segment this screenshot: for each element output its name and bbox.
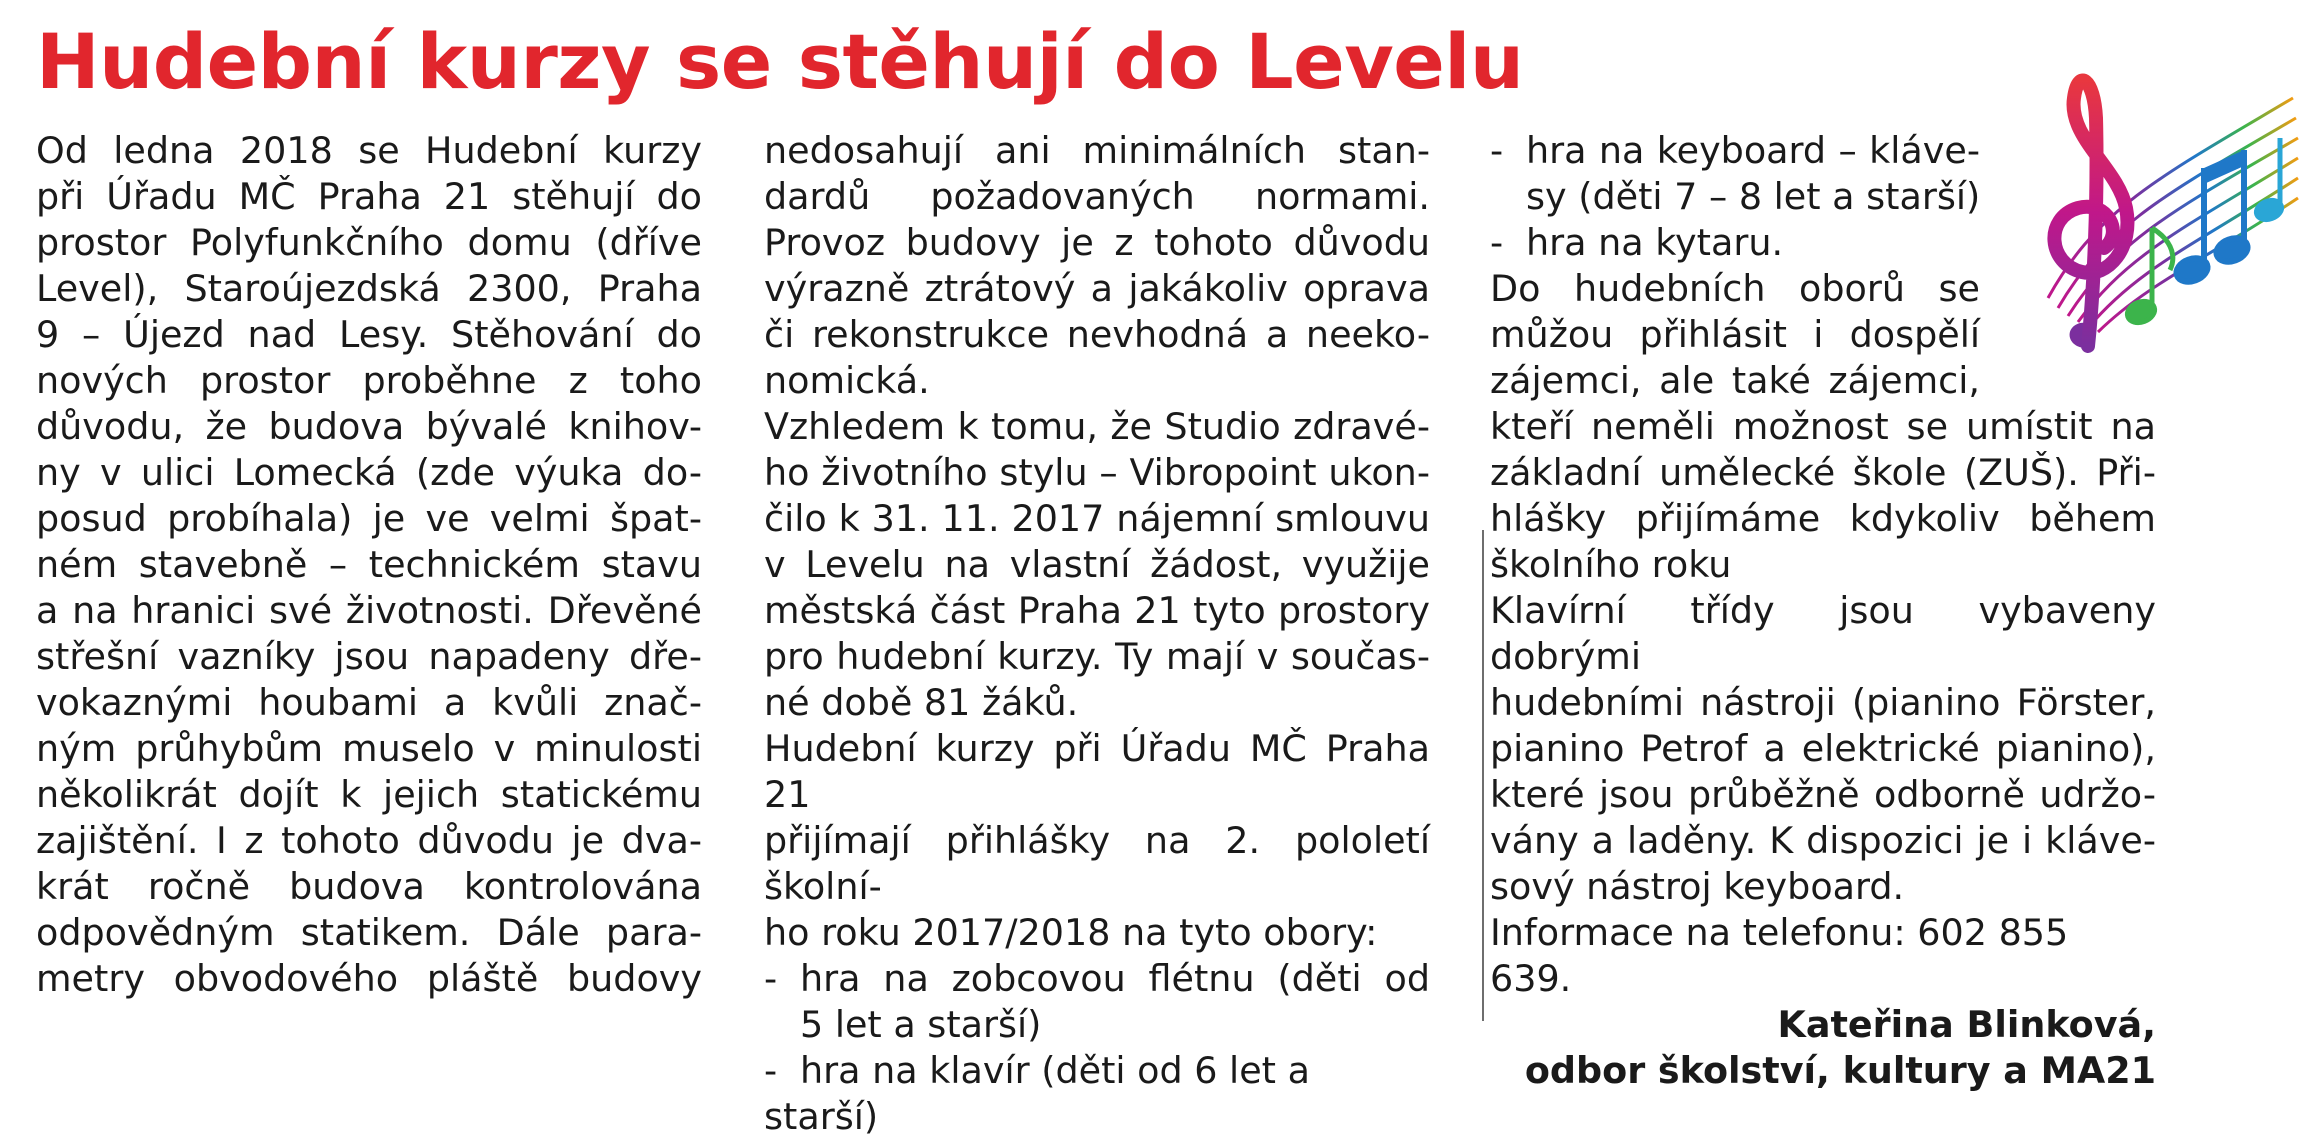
music-notes-icon <box>2008 58 2299 358</box>
text-line: hudebními nástroji (pianino Förster, <box>1490 681 2156 724</box>
column-2 <box>764 128 1430 1140</box>
text-line: ho životního stylu – Vibropoint ukon- <box>764 451 1430 494</box>
text-line: přijímají přihlášky na 2. pololetí školní- <box>764 819 1430 908</box>
text-line: hlášky přijímáme kdykoliv během <box>1490 497 2156 540</box>
text-line: vokaznými houbami a kvůli znač- <box>36 681 702 724</box>
list-item-flute: - hra na zobcovou flétnu (děti od <box>764 957 1430 1000</box>
list-item-keyboard-cont: sy (děti 7 – 8 let a starší) <box>1526 175 1981 218</box>
text-line: školního roku <box>1490 543 1732 586</box>
text-line: základní umělecké škole (ZUŠ). Při- <box>1490 451 2156 494</box>
text-line: sový nástroj keyboard. <box>1490 865 1905 908</box>
text-line: kteří neměli možnost se umístit na <box>1490 405 2156 448</box>
list-item-keyboard: - hra na keyboard – kláve- <box>1490 129 1980 172</box>
author-name: Kateřina Blinková, <box>1777 1003 2156 1046</box>
text-line: které jsou průběžně odborně udržo- <box>1490 773 2156 816</box>
list-item-flute-cont: 5 let a starší) <box>800 1003 1042 1046</box>
text-line: nomická. <box>764 359 930 402</box>
text-line: výrazně ztrátový a jakákoliv oprava <box>764 267 1430 310</box>
text-line: zájemci, ale také zájemci, <box>1490 359 1980 402</box>
text-line: Do hudebních oborů se <box>1490 267 1980 310</box>
text-line: Klavírní třídy jsou vybaveny dobrými <box>1490 589 2156 678</box>
text-line: několikrát dojít k jejich statickému <box>36 773 702 816</box>
text-line: nedosahují ani minimálních stan- <box>764 129 1430 172</box>
text-line: ném stavebně – technickém stavu <box>36 543 702 586</box>
text-line: metry obvodového pláště budovy <box>36 957 702 1000</box>
text-line: zajištění. I z tohoto důvodu je dva- <box>36 819 702 862</box>
article-title: Hudební kurzy se stěhují do Levelu <box>36 17 1524 106</box>
text-line: či rekonstrukce nevhodná a neeko- <box>764 313 1430 356</box>
column-1 <box>36 128 702 1002</box>
column-divider <box>1482 530 1484 1021</box>
text-line: důvodu, že budova bývalé knihov- <box>36 405 702 448</box>
text-line: a na hranici své životnosti. Dřevěné <box>36 589 702 632</box>
text-line: nových prostor proběhne z toho <box>36 359 702 402</box>
text-line: Vzhledem k tomu, že Studio zdravé- <box>764 405 1430 448</box>
text-line: ným průhybům muselo v minulosti <box>36 727 702 770</box>
text-line: Provoz budovy je z tohoto důvodu <box>764 221 1430 264</box>
text-line: můžou přihlásit i dospělí <box>1490 313 1980 356</box>
text-line: Od ledna 2018 se Hudební kurzy <box>36 129 702 172</box>
text-line: v Levelu na vlastní žádost, využije <box>764 543 1430 586</box>
text-line: 9 – Újezd nad Lesy. Stěhování do <box>36 313 702 356</box>
text-line: odpovědným statikem. Dále para- <box>36 911 702 954</box>
text-line: Hudební kurzy při Úřadu MČ Praha 21 <box>764 727 1430 816</box>
contact-phone: Informace na telefonu: 602 855 639. <box>1490 911 2069 1000</box>
text-line: Level), Staroújezdská 2300, Praha <box>36 267 702 310</box>
text-line: prostor Polyfunkčního domu (dříve <box>36 221 702 264</box>
text-line: dardů požadovaných normami. <box>764 175 1430 218</box>
text-line: čilo k 31. 11. 2017 nájemní smlouvu <box>764 497 1430 540</box>
text-line: posud probíhala) je ve velmi špat- <box>36 497 702 540</box>
list-item-guitar: - hra na kytaru. <box>1490 221 1784 264</box>
list-item-piano: - hra na klavír (děti od 6 let a starší) <box>764 1049 1310 1138</box>
text-line: ho roku 2017/2018 na tyto obory: <box>764 911 1378 954</box>
text-line: střešní vazníky jsou napadeny dře- <box>36 635 702 678</box>
text-line: při Úřadu MČ Praha 21 stěhují do <box>36 175 702 218</box>
text-line: pianino Petrof a elektrické pianino), <box>1490 727 2156 770</box>
text-line: vány a laděny. K dispozici je i kláve- <box>1490 819 2156 862</box>
text-line: pro hudební kurzy. Ty mají v součas- <box>764 635 1430 678</box>
text-line: krát ročně budova kontrolována <box>36 865 702 908</box>
text-line: ny v ulici Lomecká (zde výuka do- <box>36 451 702 494</box>
text-line: městská část Praha 21 tyto prostory <box>764 589 1430 632</box>
text-line: né době 81 žáků. <box>764 681 1079 724</box>
author-department: odbor školství, kultury a MA21 <box>1524 1049 2156 1092</box>
